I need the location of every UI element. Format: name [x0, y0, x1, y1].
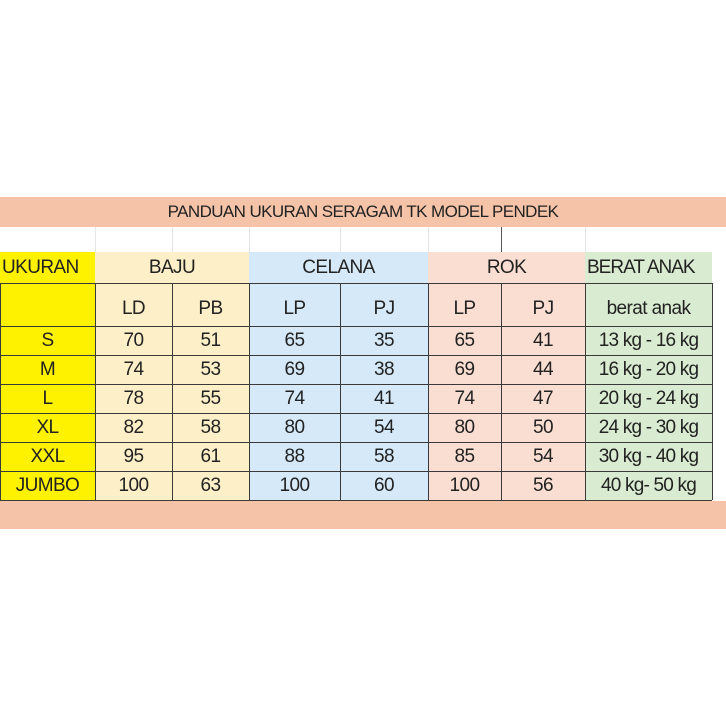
grid-hline [0, 471, 712, 472]
grid-vline [95, 283, 96, 500]
size-label: XL [36, 416, 59, 438]
spacer-divider [501, 227, 502, 252]
spacer-divider [585, 227, 586, 252]
subheader-4: PJ [373, 298, 395, 319]
spacer-row [0, 227, 726, 252]
table-cell: 58 [200, 416, 221, 438]
group-ukuran: UKURAN [2, 256, 79, 278]
table-cell: 78 [123, 387, 144, 409]
group-baju: BAJU [148, 256, 196, 278]
group-celana: CELANA [302, 256, 375, 278]
table-cell: 51 [200, 329, 221, 351]
subheader-6: PJ [532, 298, 554, 319]
spacer-divider [95, 227, 96, 252]
grid-hline [0, 442, 712, 443]
table-cell: 82 [123, 416, 144, 438]
table-cell: 44 [533, 358, 553, 380]
table-cell: 88 [284, 445, 305, 467]
grid-hline [0, 413, 712, 414]
chart-title: PANDUAN UKURAN SERAGAM TK MODEL PENDEK [0, 197, 726, 227]
grid-vline [501, 283, 502, 500]
grid-hline [0, 283, 95, 284]
table-cell: 54 [374, 416, 394, 438]
size-label: XXL [30, 445, 65, 467]
subheader-7: berat anak [606, 298, 691, 319]
table-cell: 65 [284, 329, 305, 351]
size-label: M [39, 358, 56, 380]
table-cell: 54 [533, 445, 553, 467]
subheader-5: LP [453, 298, 476, 319]
spacer-divider [249, 227, 250, 252]
table-cell: 55 [200, 387, 221, 409]
spacer-divider [172, 227, 173, 252]
table-cell: 20 kg - 24 kg [598, 387, 699, 409]
size-chart-sheet [0, 197, 726, 529]
table-cell: 35 [374, 329, 394, 351]
grid-hline [0, 355, 712, 356]
grid-vline [712, 283, 713, 500]
table-cell: 74 [284, 387, 305, 409]
table-cell: 61 [200, 445, 221, 467]
table-cell: 58 [374, 445, 394, 467]
table-cell: 41 [374, 387, 394, 409]
table-cell: 13 kg - 16 kg [598, 329, 699, 351]
bottom-band [0, 501, 726, 529]
table-cell: 74 [123, 358, 144, 380]
table-cell: 16 kg - 20 kg [598, 358, 699, 380]
spacer-divider [428, 227, 429, 252]
size-label: JUMBO [15, 474, 80, 496]
table-cell: 70 [123, 329, 144, 351]
grid-vline [428, 283, 429, 500]
table-cell: 63 [200, 474, 221, 496]
table-cell: 30 kg - 40 kg [598, 445, 699, 467]
table-cell: 80 [454, 416, 475, 438]
group-berat: BERAT ANAK [587, 256, 695, 278]
table-cell: 65 [454, 329, 475, 351]
table-cell: 24 kg - 30 kg [598, 416, 699, 438]
size-label: S [41, 329, 54, 351]
group-rok: ROK [486, 256, 527, 278]
grid-vline [249, 283, 250, 500]
table-cell: 100 [118, 474, 149, 496]
size-label: L [42, 387, 53, 409]
table-cell: 53 [200, 358, 221, 380]
subheader-1: LD [121, 298, 146, 319]
spacer-divider [340, 227, 341, 252]
grid-vline [340, 283, 341, 500]
table-cell: 56 [533, 474, 553, 496]
table-cell: 85 [454, 445, 475, 467]
table-cell: 95 [123, 445, 144, 467]
grid-vline [585, 283, 586, 500]
grid-vline [0, 283, 1, 500]
table-cell: 100 [449, 474, 480, 496]
table-cell: 69 [454, 358, 475, 380]
grid-hline [95, 283, 712, 284]
table-cell: 69 [284, 358, 305, 380]
table-cell: 38 [374, 358, 394, 380]
table-cell: 40 kg- 50 kg [601, 474, 696, 496]
table-cell: 41 [533, 329, 553, 351]
grid-vline [172, 283, 173, 500]
table-cell: 47 [533, 387, 553, 409]
table-cell: 50 [533, 416, 553, 438]
subheader-2: PB [198, 298, 223, 319]
table-cell: 100 [279, 474, 310, 496]
grid-hline [0, 384, 712, 385]
grid-hline [0, 326, 712, 327]
subheader-3: LP [283, 298, 306, 319]
table-cell: 80 [284, 416, 305, 438]
table-cell: 74 [454, 387, 475, 409]
table-cell: 60 [374, 474, 394, 496]
